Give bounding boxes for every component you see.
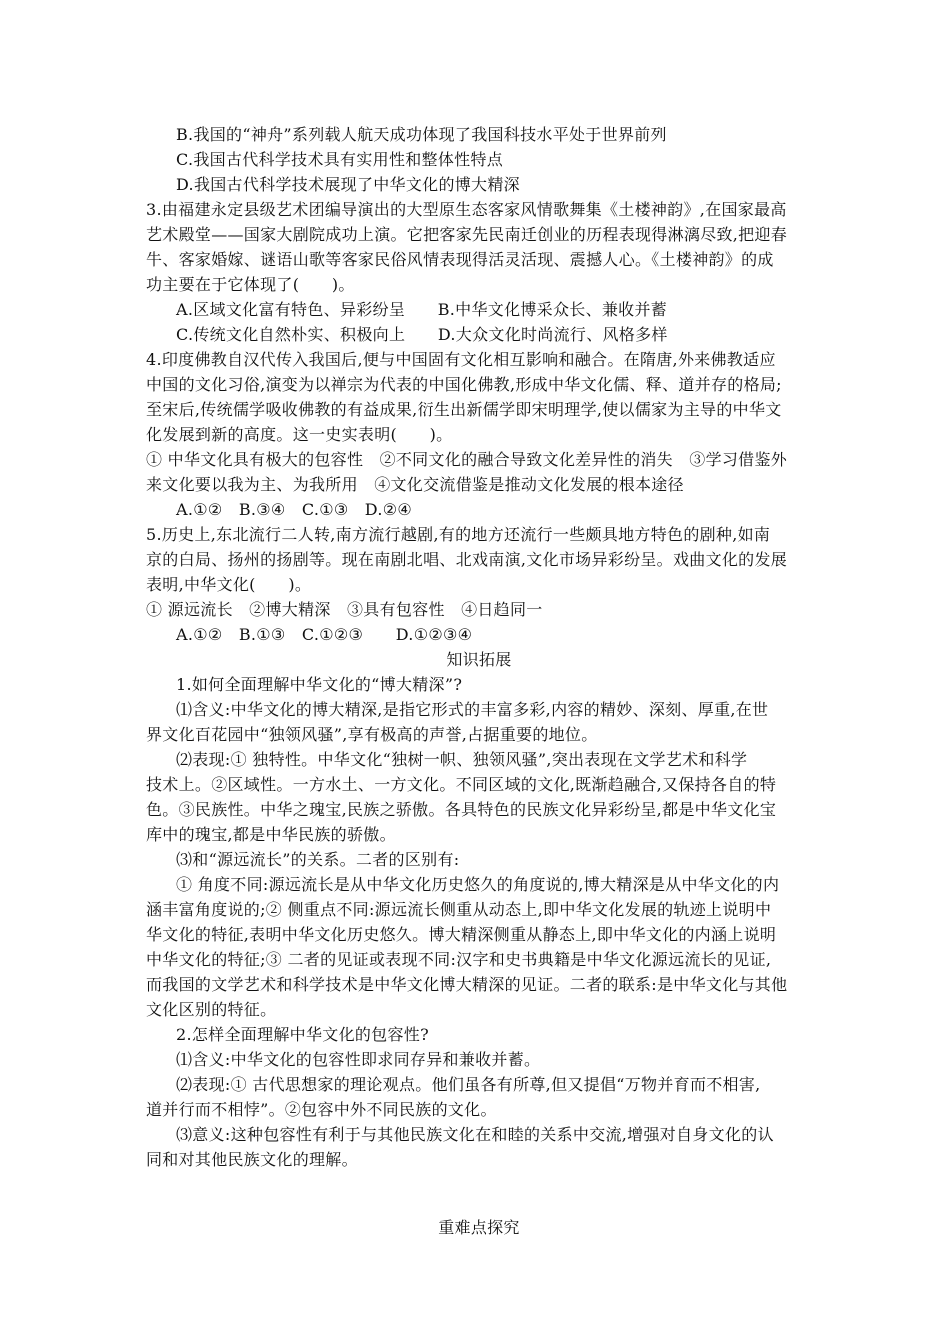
paragraph-line: ⑴含义:中华文化的博大精深,是指它形式的丰富多彩,内容的精妙、深刻、厚重,在世 bbox=[176, 700, 769, 719]
paragraph-line: 道并行而不相悖”。②包容中外不同民族的文化。 bbox=[146, 1100, 497, 1119]
paragraph-line: 华文化的特征,表明中华文化历史悠久。博大精深侧重从静态上,即中华文化的内涵上说明 bbox=[146, 925, 777, 944]
subsection-title: 1.如何全面理解中华文化的“博大精深”? bbox=[176, 675, 463, 694]
question-4-text: 4.印度佛教自汉代传入我国后,便与中国固有文化相互影响和融合。在隋唐,外来佛教适应 bbox=[146, 350, 776, 369]
paragraph-line: ⑵表现:① 古代思想家的理论观点。他们虽各有所尊,但又提倡“万物并育而不相害, bbox=[176, 1075, 761, 1094]
question-4-statements: 来文化要以我为主、为我所用 ④文化交流借鉴是推动文化发展的根本途径 bbox=[146, 475, 684, 494]
paragraph-line: ① 角度不同:源远流长是从中华文化历史悠久的角度说的,博大精深是从中华文化的内 bbox=[176, 875, 780, 894]
question-5-text: 表明,中华文化( )。 bbox=[146, 575, 312, 594]
question-3-text: 艺术殿堂——国家大剧院成功上演。它把客家先民南迁创业的历程表现得淋漓尽致,把迎春 bbox=[146, 225, 788, 244]
paragraph-line: 技术上。②区域性。一方水土、一方文化。不同区域的文化,既渐趋融合,又保持各自的特 bbox=[146, 775, 777, 794]
question-4-statements: ① 中华文化具有极大的包容性 ②不同文化的融合导致文化差异性的消失 ③学习借鉴外 bbox=[146, 450, 788, 469]
question-5-text: 5.历史上,东北流行二人转,南方流行越剧,有的地方还流行一些颇具地方特色的剧种,如南 bbox=[146, 525, 771, 544]
paragraph-line: 同和对其他民族文化的理解。 bbox=[146, 1150, 358, 1169]
option-b-line: B.我国的“神舟”系列载人航天成功体现了我国科技水平处于世界前列 bbox=[176, 125, 667, 144]
paragraph-line: 库中的瑰宝,都是中华民族的骄傲。 bbox=[146, 825, 396, 844]
option-c-line: C.我国古代科学技术具有实用性和整体性特点 bbox=[176, 150, 504, 169]
paragraph-line: ⑶和“源远流长”的关系。二者的区别有: bbox=[176, 850, 460, 869]
paragraph-line: 涵丰富角度说的;② 侧重点不同:源远流长侧重从动态上,即中华文化发展的轨迹上说明中 bbox=[146, 900, 772, 919]
paragraph-line: 中华文化的特征;③ 二者的见证或表现不同:汉字和史书典籍是中华文化源远流长的见证, bbox=[146, 950, 772, 969]
paragraph-line: 而我国的文学艺术和科学技术是中华文化博大精深的见证。二者的联系:是中华文化与其他 bbox=[146, 975, 788, 994]
paragraph-line: 色。③民族性。中华之瑰宝,民族之骄傲。各具特色的民族文化异彩纷呈,都是中华文化宝 bbox=[146, 800, 777, 819]
question-5-options: A.①② B.①③ C.①②③ D.①②③④ bbox=[176, 625, 473, 644]
section-gap bbox=[146, 1172, 812, 1215]
document-page bbox=[146, 122, 812, 1240]
question-3-options-ab: A.区域文化富有特色、异彩纷呈 B.中华文化博采众长、兼收并蓄 bbox=[176, 300, 668, 319]
question-3-options-cd: C.传统文化自然朴实、积极向上 D.大众文化时尚流行、风格多样 bbox=[176, 325, 668, 344]
paragraph-line: ⑴含义:中华文化的包容性即求同存异和兼收并蓄。 bbox=[176, 1050, 541, 1069]
question-3-text: 3.由福建永定县级艺术团编导演出的大型原生态客家风情歌舞集《土楼神韵》,在国家最高 bbox=[146, 200, 787, 219]
question-4-text: 化发展到新的高度。这一史实表明( )。 bbox=[146, 425, 453, 444]
question-5-statements: ① 源远流长 ②博大精深 ③具有包容性 ④日趋同一 bbox=[146, 600, 543, 619]
question-3-text: 牛、客家婚嫁、谜语山歌等客家民俗风情表现得活灵活现、震撼人心。《土楼神韵》的成 bbox=[146, 250, 774, 269]
paragraph-line: 界文化百花园中“独领风骚”,享有极高的声誉,占据重要的地位。 bbox=[146, 725, 598, 744]
question-4-text: 至宋后,传统儒学吸收佛教的有益成果,衍生出新儒学即宋明理学,使以儒家为主导的中华文 bbox=[146, 400, 782, 419]
section-heading-knowledge-extension: 知识拓展 bbox=[446, 650, 512, 669]
question-4-text: 中国的文化习俗,演变为以禅宗为代表的中国化佛教,形成中华文化儒、释、道并存的格局; bbox=[146, 375, 782, 394]
paragraph-line: ⑵表现:① 独特性。中华文化“独树一帜、独领风骚”,突出表现在文学艺术和科学 bbox=[176, 750, 748, 769]
paragraph-line: 文化区别的特征。 bbox=[146, 1000, 277, 1019]
question-5-text: 京的白局、扬州的扬剧等。现在南剧北唱、北戏南演,文化市场异彩纷呈。戏曲文化的发展 bbox=[146, 550, 788, 569]
option-d-line: D.我国古代科学技术展现了中华文化的博大精深 bbox=[176, 175, 520, 194]
question-3-text: 功主要在于它体现了( )。 bbox=[146, 275, 355, 294]
paragraph-line: ⑶意义:这种包容性有利于与其他民族文化在和睦的关系中交流,增强对自身文化的认 bbox=[176, 1125, 774, 1144]
subsection-title: 2.怎样全面理解中华文化的包容性? bbox=[176, 1025, 429, 1044]
section-heading-key-points: 重难点探究 bbox=[438, 1218, 520, 1237]
question-4-options: A.①② B.③④ C.①③ D.②④ bbox=[176, 500, 413, 519]
